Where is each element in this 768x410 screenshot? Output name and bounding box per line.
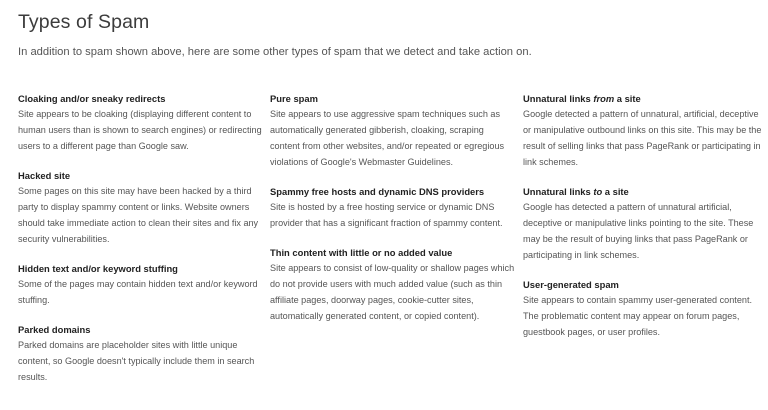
spam-type-description: Parked domains are placeholder sites with little unique content, so Google doesn't typically include them in search results. bbox=[18, 340, 255, 382]
spam-type-title bbox=[523, 186, 765, 198]
page-title: Types of Spam bbox=[18, 11, 150, 33]
title-text: a site bbox=[614, 93, 641, 104]
spam-type-parked-domains bbox=[18, 324, 268, 385]
title-text: Unnatural links bbox=[523, 93, 594, 104]
spam-type-description: Site appears to use aggressive spam techniques such as automatically generated gibberish, cloaking, scraping content from other websites, and/or repeated or egregious violations of Google's Webmaster Guidelines. bbox=[270, 109, 505, 167]
spam-type-description: Site appears to contain spammy user-generated content. The problematic content may appear on forum pages, guestbook pages, or user profiles. bbox=[523, 295, 752, 337]
spam-type-title bbox=[523, 93, 765, 105]
spam-type-title: Pure spam bbox=[270, 93, 318, 104]
title-text: a site bbox=[602, 186, 629, 197]
spam-types-column-1 bbox=[18, 93, 268, 401]
intro-text: In addition to spam shown above, here are some other types of spam that we detect and take action on. bbox=[18, 46, 532, 58]
spam-type-description: Site is hosted by a free hosting service or dynamic DNS provider that has a significant fraction of spammy content. bbox=[270, 202, 503, 228]
spam-types-column-3 bbox=[523, 93, 765, 356]
spam-type-title: Hacked site bbox=[18, 170, 71, 181]
spam-type-title: Thin content with little or no added value bbox=[270, 247, 453, 258]
spam-type-title: User-generated spam bbox=[523, 279, 619, 290]
spam-type-title: Hidden text and/or keyword stuffing bbox=[18, 263, 178, 274]
spam-type-description: Some pages on this site may have been hacked by a third party to display spammy content or links. Website owners should take immediate action to clean their sites and fix any security vulnerabilities. bbox=[18, 186, 259, 244]
spam-type-cloaking bbox=[18, 93, 268, 154]
spam-type-thin-content bbox=[270, 247, 515, 324]
spam-type-title: Parked domains bbox=[18, 324, 91, 335]
spam-type-hacked-site bbox=[18, 170, 268, 247]
title-text: Unnatural links bbox=[523, 186, 594, 197]
spam-type-description: Some of the pages may contain hidden text and/or keyword stuffing. bbox=[18, 279, 258, 305]
spam-type-title: Spammy free hosts and dynamic DNS providers bbox=[270, 186, 485, 197]
spam-type-user-generated bbox=[523, 279, 765, 340]
title-emphasis: from bbox=[593, 93, 615, 104]
spam-type-description: Google detected a pattern of unnatural, artificial, deceptive or manipulative outbound links on this site. This may be the result of selling links that pass PageRank or participating in link schemes. bbox=[523, 109, 762, 167]
spam-type-description: Site appears to be cloaking (displaying different content to human users than is shown to search engines) or redirecting users to a different page than Google saw. bbox=[18, 109, 262, 151]
spam-type-description: Site appears to consist of low-quality or shallow pages which do not provide users with much added value (such as thin affiliate pages, doorway pages, cookie-cutter sites, automatically generated content, or copied content). bbox=[270, 263, 515, 321]
spam-types-column-2 bbox=[270, 93, 515, 340]
spam-type-pure-spam bbox=[270, 93, 515, 170]
spam-type-unnatural-links-from bbox=[523, 93, 765, 170]
title-emphasis: to bbox=[593, 186, 603, 197]
spam-type-unnatural-links-to bbox=[523, 186, 765, 263]
spam-type-free-hosts bbox=[270, 186, 515, 231]
spam-type-hidden-text bbox=[18, 263, 268, 308]
spam-type-description: Google has detected a pattern of unnatural artificial, deceptive or manipulative links pointing to the site. These may be the result of buying links that pass PageRank or participating in link schemes. bbox=[523, 202, 754, 260]
spam-type-title: Cloaking and/or sneaky redirects bbox=[18, 93, 166, 104]
